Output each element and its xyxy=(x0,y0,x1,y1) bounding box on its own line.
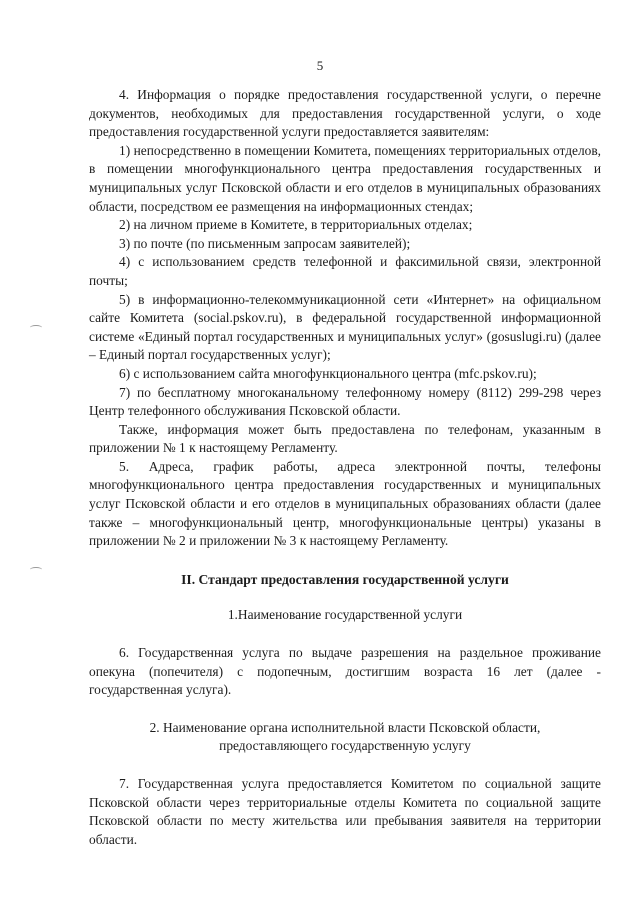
paragraph-item-4: 4. Информация о порядке предоставления государственной услуги, о перечне документов, необходимых для предоставления государственной услуги, о ходе предоставления государственной услуги предоставляется заявителям: xyxy=(89,87,601,140)
paragraph-also-info: Также, информация может быть предоставлена по телефонам, указанным в приложении № 1 к настоящему Регламенту. xyxy=(89,421,601,456)
paragraph-subitem-5: 5) в информационно-телекоммуникационной сети «Интернет» на официальном сайте Комитета (social.pskov.ru), в федеральной государственной информационной системе «Единый портал государственных и муниципальных услуг» (gosuslugi.ru) (далее – Единый портал государственных услуг); xyxy=(89,291,601,363)
page-number: 5 xyxy=(316,58,324,73)
margin-scan-mark xyxy=(30,325,42,330)
paragraph-item-6: 6. Государственная услуга по выдаче разрешения на раздельное проживание опекуна (попечителя) с подопечным, достигшим возраста 16 лет (далее - государственная услуга). xyxy=(89,645,601,698)
paragraph-item-7: 7. Государственная услуга предоставляется Комитетом по социальной защите Псковской области через территориальные отделы Комитета по социальной защите Псковской области по месту жительства или пребывания заявителя на территории области. xyxy=(89,776,601,847)
margin-scan-mark xyxy=(30,567,42,572)
paragraph-subitem-2: 2) на личном приеме в Комитете, в территориальных отделах; xyxy=(119,217,473,233)
subheading-service-name: 1.Наименование государственной услуги xyxy=(227,607,463,623)
paragraph-subitem-6: 6) с использованием сайта многофункционального центра (mfc.pskov.ru); xyxy=(119,365,537,381)
subheading-authority-line-2: предоставляющего государственную услугу xyxy=(219,738,471,754)
paragraph-item-5: 5. Адреса, график работы, адреса электронной почты, телефоны многофункционального центра предоставления государственных и муниципальных услуг Псковской области и его отделов в муниципальных образованиях области (далее также – многофункциональный центр, многофункциональные центры) указаны в приложении № 2 и приложении № 3 к настоящему Регламенту. xyxy=(89,458,601,549)
paragraph-subitem-7: 7) по бесплатному многоканальному телефонному номеру (8112) 299-298 через Центр телефонного обслуживания Псковской области. xyxy=(89,384,601,419)
section-heading: II. Стандарт предоставления государственной услуги xyxy=(181,571,509,587)
subheading-authority-line-1: 2. Наименование органа исполнительной власти Псковской области, xyxy=(149,719,541,735)
paragraph-subitem-3: 3) по почте (по письменным запросам заявителей); xyxy=(119,235,411,251)
paragraph-subitem-1: 1) непосредственно в помещении Комитета, помещениях территориальных отделов, в помещении многофункционального центра предоставления государственных и муниципальных услуг Псковской области и его отделов в муниципальных образованиях области, посредством ее размещения на информационных стендах; xyxy=(89,142,601,214)
document-body xyxy=(89,86,601,849)
paragraph-subitem-4: 4) с использованием средств телефонной и факсимильной связи, электронной почты; xyxy=(89,254,601,288)
